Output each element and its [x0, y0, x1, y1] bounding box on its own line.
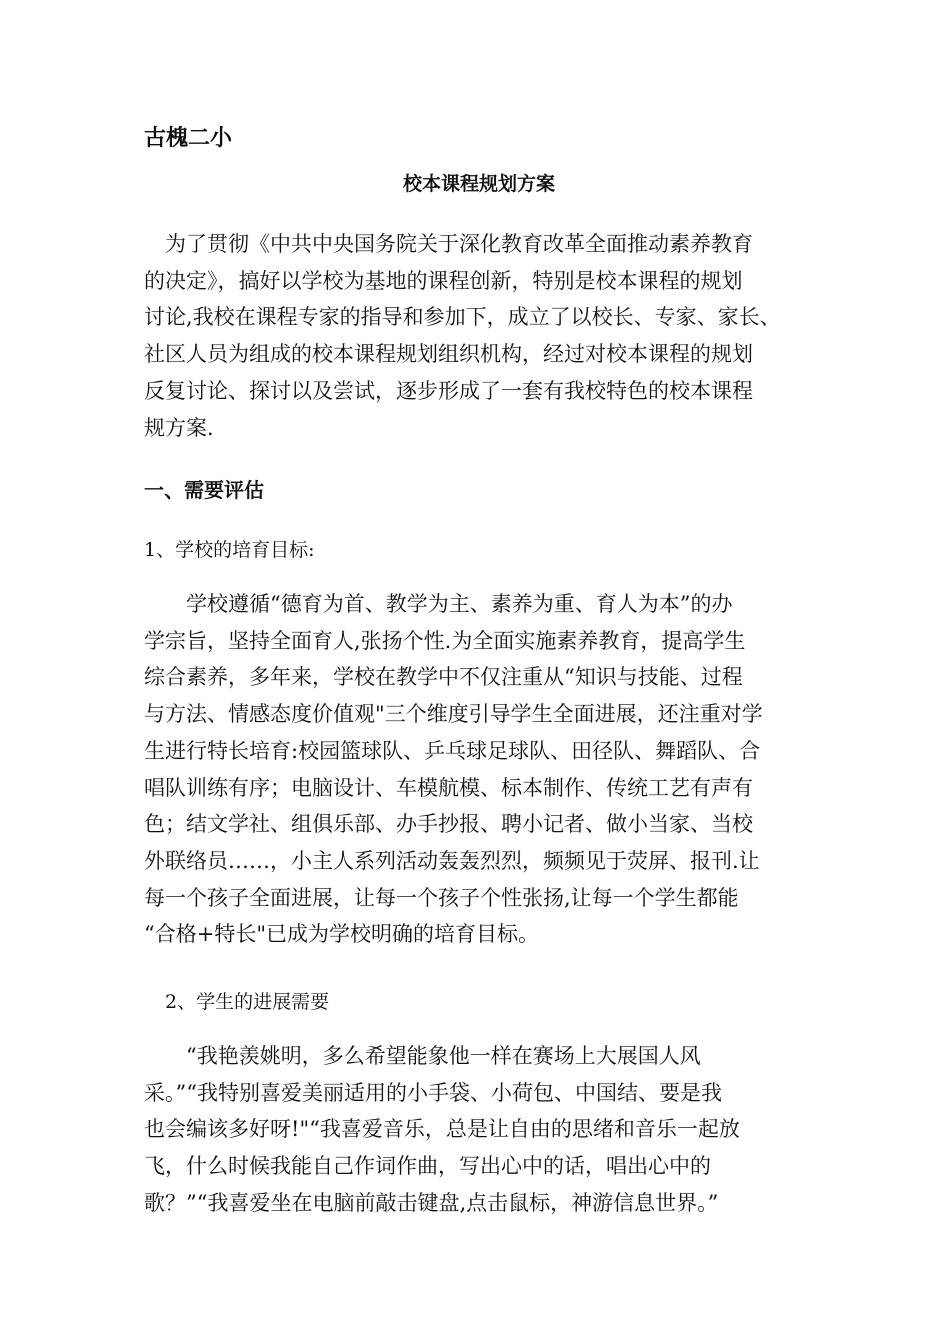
goals-line: 与方法、情感态度价值观"三个维度引导学生全面进展，还注重对学 — [144, 702, 763, 727]
needs-line: 歌？”“我喜爱坐在电脑前敲击键盘,点击鼠标，神游信息世界。” — [144, 1190, 719, 1215]
goals-line: 色；结文学社、组俱乐部、办手抄报、聘小记者、做小当家、当校 — [144, 812, 753, 837]
goals-line: 生进行特长培育:校园篮球队、乒乓球足球队、田径队、舞蹈队、合 — [144, 738, 761, 763]
needs-line: 采。”“我特别喜爱美丽适用的小手袋、小荷包、中国结、要是我 — [144, 1080, 722, 1105]
school-name: 古槐二小 — [144, 125, 233, 151]
goals-line: 综合素养，多年来，学校在教学中不仅注重从“知识与技能、过程 — [144, 665, 743, 690]
intro-line: 讨论,我校在课程专家的指导和参加下，成立了以校长、专家、家长、 — [144, 305, 781, 330]
subheading-student-needs: 2、学生的进展需要 — [165, 991, 330, 1013]
goals-line: 外联络员……，小主人系列活动轰轰烈烈，频频见于荧屏、报刊.让 — [144, 848, 760, 873]
intro-line: 的决定》，搞好以学校为基地的课程创新，特别是校本课程的规划 — [144, 268, 743, 293]
goals-line: 唱队训练有序；电脑设计、车模航模、标本制作、传统工艺有声有 — [144, 775, 753, 800]
needs-line: “我艳羡姚明，多么希望能象他一样在赛场上大展国人风 — [144, 1044, 701, 1068]
subheading-school-goals: 1、学校的培育目标: — [144, 539, 315, 561]
intro-paragraph — [144, 226, 824, 446]
intro-line: 规方案. — [144, 415, 214, 440]
student-needs-paragraph — [144, 1038, 824, 1222]
school-goals-paragraph — [144, 586, 824, 953]
goals-line: 每一个孩子全面进展，让每一个孩子个性张扬,让每一个学生都能 — [144, 885, 739, 910]
intro-line: 为了贯彻《中共中央国务院关于深化教育改革全面推动素养教育 — [144, 232, 753, 256]
section-heading-needs-assessment: 一、需要评估 — [144, 478, 264, 502]
intro-line: 社区人员为组成的校本课程规划组织机构，经过对校本课程的规划 — [144, 342, 753, 367]
goals-line: 学校遵循“德育为首、教学为主、素养为重、育人为本”的办 — [144, 592, 733, 616]
needs-line: 也会编该多好呀!"“我喜爱音乐，总是让自由的思绪和音乐一起放 — [144, 1117, 740, 1142]
document-title: 校本课程规划方案 — [403, 173, 556, 195]
intro-line: 反复讨论、探讨以及尝试，逐步形成了一套有我校特色的校本课程 — [144, 378, 753, 403]
goals-line: 学宗旨，坚持全面育人,张扬个性.为全面实施素养教育，提高学生 — [144, 628, 746, 653]
needs-line: 飞，什么时候我能自己作词作曲，写出心中的话，唱出心中的 — [144, 1154, 711, 1179]
goals-line: “合格+特长"已成为学校明确的培育目标。 — [144, 922, 539, 947]
